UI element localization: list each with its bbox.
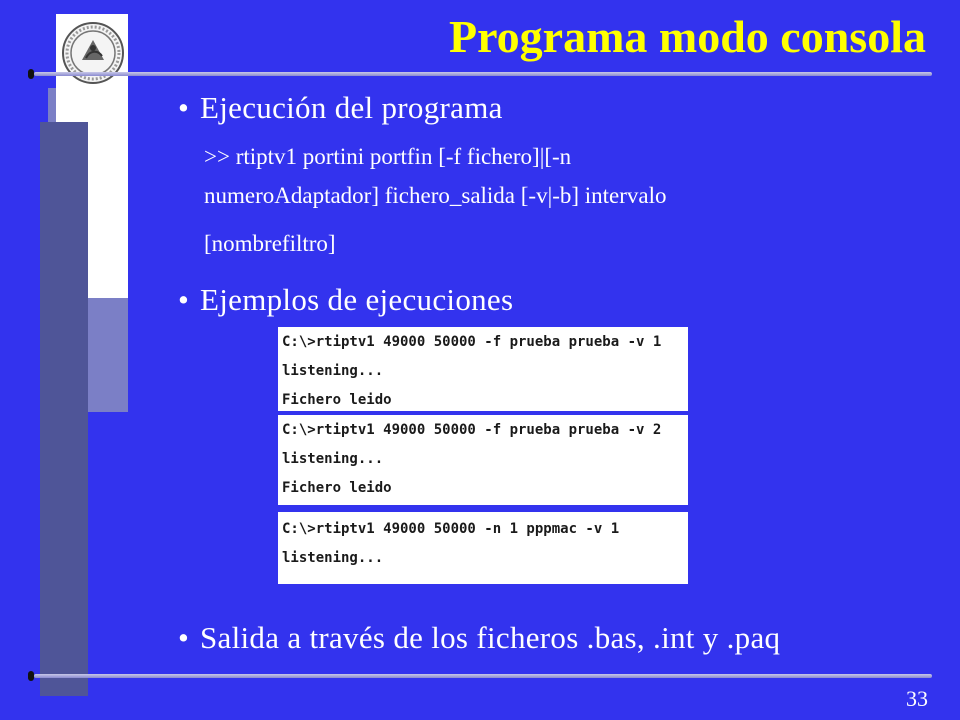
command-syntax-line-3: [nombrefiltro] — [204, 231, 336, 256]
console-line: listening... — [282, 451, 384, 467]
university-seal-icon — [60, 20, 126, 86]
console-line: Fichero leido — [282, 480, 392, 496]
console-screenshot-3 — [278, 512, 688, 584]
bullet-dot: • — [178, 90, 190, 125]
command-syntax-line-1: >> rtiptv1 portini portfin [-f fichero]|[-n — [204, 144, 572, 169]
console-line: listening... — [282, 363, 384, 379]
console-line: C:\>rtiptv1 49000 50000 -f prueba prueba -v 2 — [282, 422, 662, 438]
bullet-text: Salida a través de los ficheros .bas, .int y .paq — [200, 620, 781, 655]
bullet-dot: • — [178, 620, 190, 655]
bullet-ejecucion — [178, 90, 503, 126]
console-screenshot-2 — [278, 415, 688, 505]
rule-end-dot — [28, 69, 34, 79]
console-line: C:\>rtiptv1 49000 50000 -n 1 pppmac -v 1 — [282, 521, 620, 537]
bullet-salida — [178, 620, 780, 656]
console-line: Fichero leido — [282, 392, 392, 408]
console-line: C:\>rtiptv1 49000 50000 -f prueba prueba -v 1 — [282, 334, 662, 350]
console-screenshot-1 — [278, 327, 688, 411]
bullet-dot: • — [178, 282, 190, 317]
slide-title: Programa modo consola — [448, 11, 926, 62]
page-number: 33 — [906, 686, 928, 711]
console-line: listening... — [282, 550, 384, 566]
decor-bar-dark — [40, 122, 88, 696]
title-rule — [34, 72, 932, 76]
command-syntax-line-2: numeroAdaptador] fichero_salida [-v|-b] intervalo — [204, 183, 667, 208]
footer-rule — [34, 674, 932, 678]
bullet-text: Ejecución del programa — [200, 90, 503, 125]
rule-end-dot — [28, 671, 34, 681]
bullet-ejemplos — [178, 282, 513, 318]
bullet-text: Ejemplos de ejecuciones — [200, 282, 514, 317]
